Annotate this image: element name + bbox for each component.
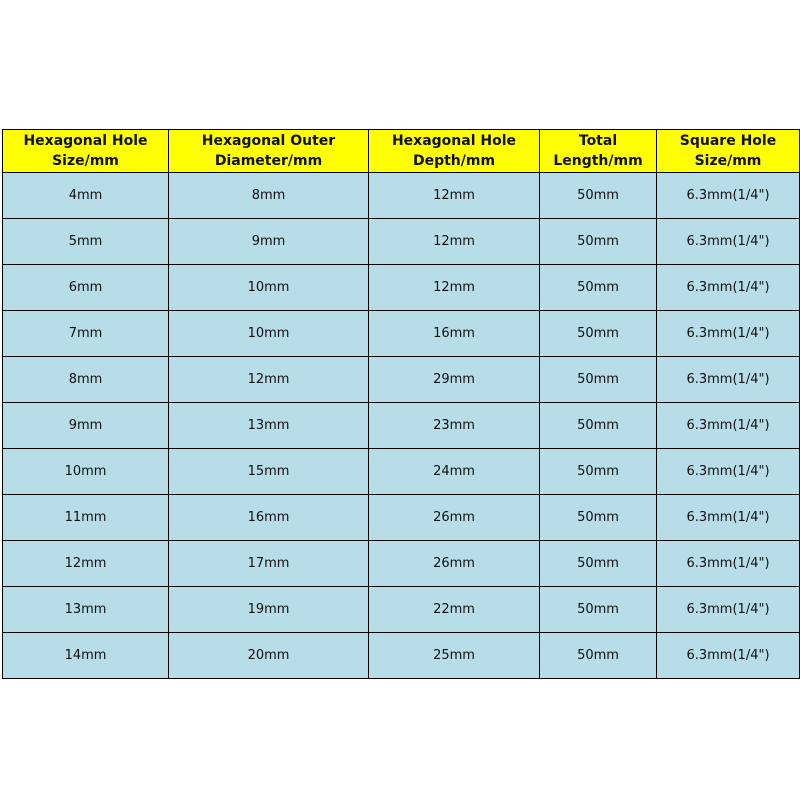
table-cell: 50mm: [540, 265, 657, 311]
table-cell: 50mm: [540, 633, 657, 679]
table-cell: 50mm: [540, 541, 657, 587]
table-cell: 12mm: [369, 173, 540, 219]
table-cell: 29mm: [369, 357, 540, 403]
table-row: [3, 265, 800, 311]
table-cell: 23mm: [369, 403, 540, 449]
table-cell: 20mm: [169, 633, 369, 679]
table-row: [3, 587, 800, 633]
table-cell: 6.3mm(1/4"): [657, 265, 800, 311]
header-square-hole-size: Square Hole Size/mm: [657, 130, 800, 173]
table-cell: 6.3mm(1/4"): [657, 587, 800, 633]
table-cell: 6.3mm(1/4"): [657, 541, 800, 587]
header-total-length: Total Length/mm: [540, 130, 657, 173]
table-row: [3, 219, 800, 265]
table-cell: 26mm: [369, 541, 540, 587]
table-cell: 19mm: [169, 587, 369, 633]
table-cell: 6.3mm(1/4"): [657, 633, 800, 679]
table-cell: 12mm: [369, 265, 540, 311]
table-cell: 50mm: [540, 219, 657, 265]
table-cell: 50mm: [540, 357, 657, 403]
header-hex-outer-diameter: Hexagonal Outer Diameter/mm: [169, 130, 369, 173]
table-cell: 6.3mm(1/4"): [657, 219, 800, 265]
table-cell: 7mm: [3, 311, 169, 357]
table-cell: 25mm: [369, 633, 540, 679]
table-cell: 17mm: [169, 541, 369, 587]
table-cell: 14mm: [3, 633, 169, 679]
table-row: [3, 357, 800, 403]
table-cell: 6.3mm(1/4"): [657, 449, 800, 495]
table-cell: 6.3mm(1/4"): [657, 403, 800, 449]
table-cell: 12mm: [169, 357, 369, 403]
table-cell: 12mm: [369, 219, 540, 265]
table-row: [3, 541, 800, 587]
table-cell: 50mm: [540, 311, 657, 357]
table-cell: 13mm: [169, 403, 369, 449]
table-cell: 50mm: [540, 449, 657, 495]
table-row: [3, 403, 800, 449]
header-hex-hole-size: Hexagonal Hole Size/mm: [3, 130, 169, 173]
table-cell: 6mm: [3, 265, 169, 311]
table-row: [3, 633, 800, 679]
table-cell: 4mm: [3, 173, 169, 219]
table-cell: 50mm: [540, 173, 657, 219]
table-cell: 6.3mm(1/4"): [657, 495, 800, 541]
table-cell: 6.3mm(1/4"): [657, 357, 800, 403]
table-cell: 50mm: [540, 403, 657, 449]
table-cell: 50mm: [540, 587, 657, 633]
header-row: [3, 130, 800, 173]
table-cell: 13mm: [3, 587, 169, 633]
table-cell: 9mm: [3, 403, 169, 449]
table-cell: 11mm: [3, 495, 169, 541]
table-row: [3, 449, 800, 495]
table-cell: 10mm: [169, 265, 369, 311]
table-cell: 5mm: [3, 219, 169, 265]
table-cell: 50mm: [540, 495, 657, 541]
table-cell: 22mm: [369, 587, 540, 633]
table-cell: 12mm: [3, 541, 169, 587]
table-cell: 6.3mm(1/4"): [657, 173, 800, 219]
table-cell: 8mm: [3, 357, 169, 403]
table-row: [3, 495, 800, 541]
table-row: [3, 311, 800, 357]
table-row: [3, 173, 800, 219]
table-cell: 10mm: [3, 449, 169, 495]
table-cell: 6.3mm(1/4"): [657, 311, 800, 357]
spec-table: [2, 129, 800, 679]
header-hex-hole-depth: Hexagonal Hole Depth/mm: [369, 130, 540, 173]
table-cell: 10mm: [169, 311, 369, 357]
table-cell: 15mm: [169, 449, 369, 495]
table-cell: 26mm: [369, 495, 540, 541]
table-cell: 9mm: [169, 219, 369, 265]
table-cell: 8mm: [169, 173, 369, 219]
table-cell: 16mm: [369, 311, 540, 357]
table-body: [3, 173, 800, 679]
table-cell: 16mm: [169, 495, 369, 541]
table-cell: 24mm: [369, 449, 540, 495]
